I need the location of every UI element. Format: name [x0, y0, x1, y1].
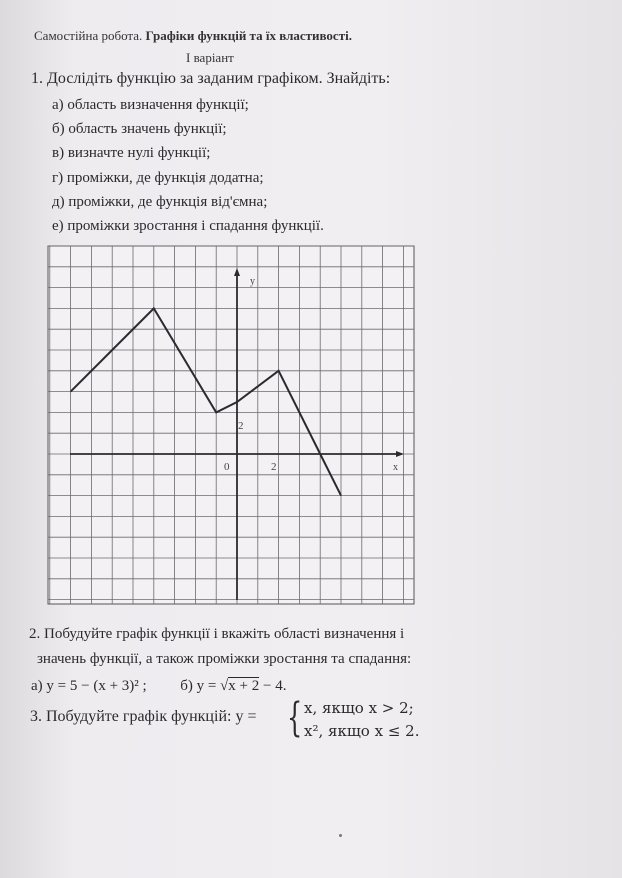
origin-label: 0	[224, 461, 230, 473]
variant-label: І варіант	[186, 50, 234, 65]
task1-item-a: а) область визначення функції;	[52, 97, 249, 113]
y-axis-label: y	[250, 276, 255, 287]
x-tick-label-2: 2	[271, 461, 277, 473]
task2-line1: 2. Побудуйте графік функції і вкажіть області визначення і	[29, 626, 405, 642]
piecewise-brace: {	[287, 695, 303, 741]
task2-line2: значень функції, а також проміжки зростання та спадання:	[37, 651, 412, 667]
task2-b-radicand: x + 2	[228, 678, 260, 694]
task2-b-suffix: − 4.	[259, 678, 287, 694]
task3-prompt: 3. Побудуйте графік функцій: y =	[30, 708, 257, 725]
task1-item-f: е) проміжки зростання і спадання функції.	[52, 218, 324, 234]
sqrt-sign: √	[220, 678, 229, 694]
task1-item-c: в) визначте нулі функції;	[52, 145, 211, 161]
page-speck	[339, 834, 342, 837]
grid-border	[48, 246, 414, 604]
task2-b-prefix: б) y =	[180, 678, 221, 694]
piecewise-case-1: x, якщо x > 2;	[304, 699, 414, 717]
task2-equations	[31, 678, 286, 695]
x-axis-label: x	[393, 462, 398, 473]
task1-item-b: б) область значень функції;	[52, 121, 227, 137]
header-title: Графіки функцій та їх властивості.	[145, 28, 352, 43]
piecewise-case-2: x², якщо x ≤ 2.	[304, 722, 420, 740]
task2-equation-b	[180, 677, 286, 694]
task1-item-e: д) проміжки, де функція від'ємна;	[52, 194, 268, 210]
task1-prompt: 1. Дослідіть функцію за заданим графіком. Знайдіть:	[31, 70, 391, 87]
task2-equation-a: а) y = 5 − (x + 3)² ;	[31, 678, 147, 694]
task1-item-d: г) проміжки, де функція додатна;	[52, 170, 264, 186]
header-prefix: Самостійна робота.	[34, 28, 143, 43]
graph-grid	[48, 246, 414, 604]
y-tick-label-2: 2	[238, 420, 244, 432]
